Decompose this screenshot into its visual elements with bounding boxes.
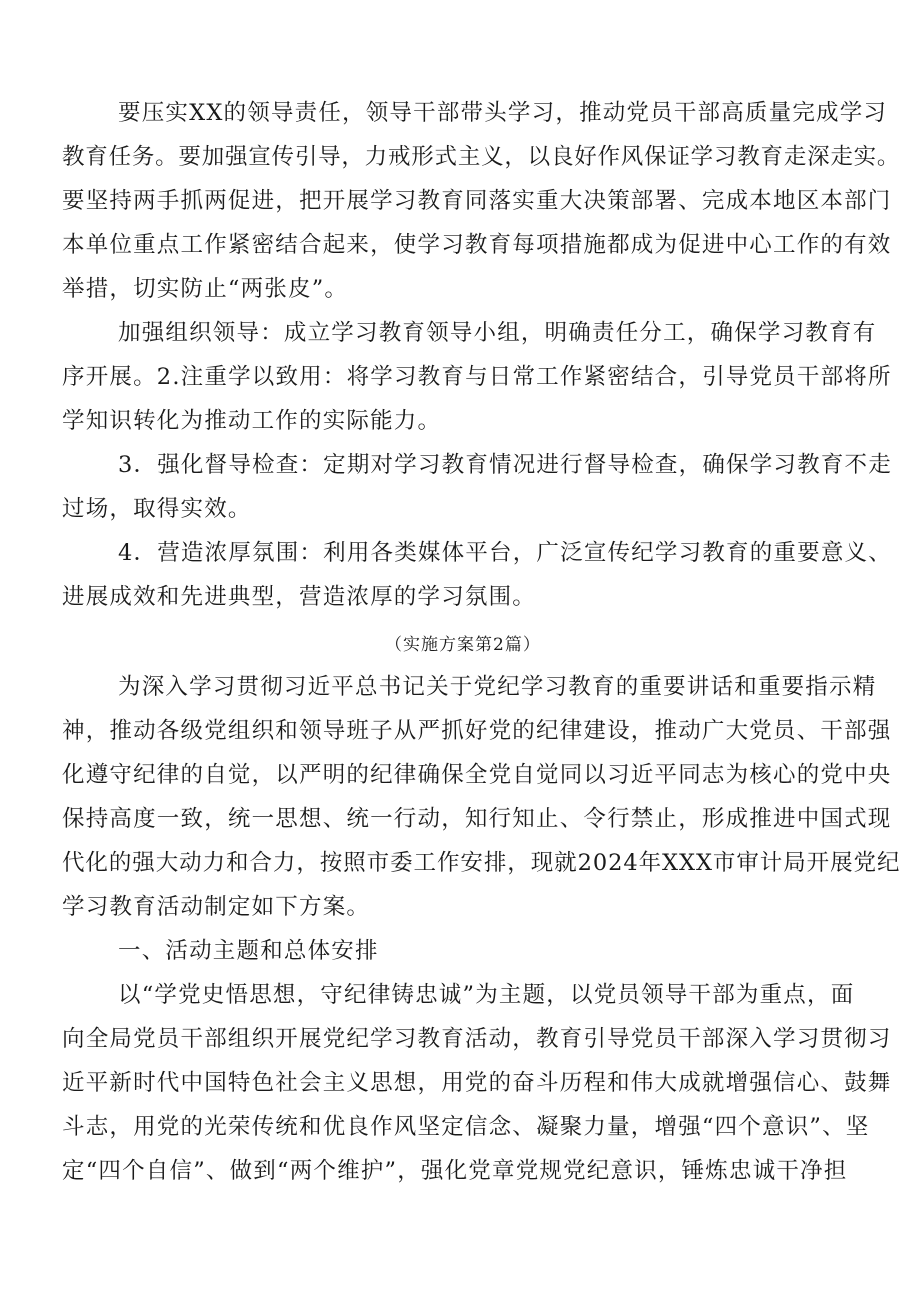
text-line: 进展成效和先进典型，营造浓厚的学习氛围。 (62, 584, 537, 610)
text-line: 向全局党员干部组织开展党纪学习教育活动，教育引导党员干部深入学习贯彻习 (62, 1026, 892, 1052)
text-line: 加强组织领导：成立学习教育领导小组，明确责任分工，确保学习教育有 (118, 320, 877, 346)
text-line: 过场，取得实效。 (62, 496, 252, 522)
text-line: 教育任务。要加强宣传引导，力戒形式主义，以良好作风保证学习教育走深走实。 (62, 144, 901, 170)
text-line: 学知识转化为推动工作的实际能力。 (62, 408, 442, 434)
text-line: 定“四个自信”、做到“两个维护”，强化党章党规党纪意识，锤炼忠诚干净担 (62, 1158, 848, 1184)
text-line: 要坚持两手抓两促进，把开展学习教育同落实重大决策部署、完成本地区本部门 (62, 188, 892, 214)
text-line: 近平新时代中国特色社会主义思想，用党的奋斗历程和伟大成就增强信心、鼓舞 (62, 1070, 892, 1096)
text-line: 要压实XX的领导责任，领导干部带头学习，推动党员干部高质量完成学习 (118, 100, 888, 126)
text-line: 化遵守纪律的自觉，以严明的纪律确保全党自觉同以习近平同志为核心的党中央 (62, 762, 892, 788)
text-line: 3．强化督导检查：定期对学习教育情况进行督导检查，确保学习教育不走 (118, 452, 892, 478)
text-line: 举措，切实防止“两张皮”。 (62, 276, 349, 302)
text-line: 斗志，用党的光荣传统和优良作风坚定信念、凝聚力量，增强“四个意识”、坚 (62, 1114, 870, 1140)
text-line: 代化的强大动力和合力，按照市委工作安排，现就2024年XXX市审计局开展党纪 (62, 850, 901, 876)
text-line: 本单位重点工作紧密结合起来，使学习教育每项措施都成为促进中心工作的有效 (62, 232, 892, 258)
text-line: 4．营造浓厚氛围：利用各类媒体平台，广泛宣传纪学习教育的重要意义、 (118, 540, 892, 566)
text-line: 以“学党史悟思想，守纪律铸忠诚”为主题，以党员领导干部为重点，面 (118, 982, 855, 1008)
text-line: 一、活动主题和总体安排 (118, 938, 379, 964)
section-heading: （实施方案第2篇） (385, 635, 541, 655)
text-line: 为深入学习贯彻习近平总书记关于党纪学习教育的重要讲话和重要指示精 (118, 674, 877, 700)
text-line: 序开展。2.注重学以致用：将学习教育与日常工作紧密结合，引导党员干部将所 (62, 364, 892, 390)
text-line: 保持高度一致，统一思想、统一行动，知行知止、令行禁止，形成推进中国式现 (62, 806, 892, 832)
text-line: 神，推动各级党组织和领导班子从严抓好党的纪律建设，推动广大党员、干部强 (62, 718, 892, 744)
text-line: 学习教育活动制定如下方案。 (62, 894, 371, 920)
